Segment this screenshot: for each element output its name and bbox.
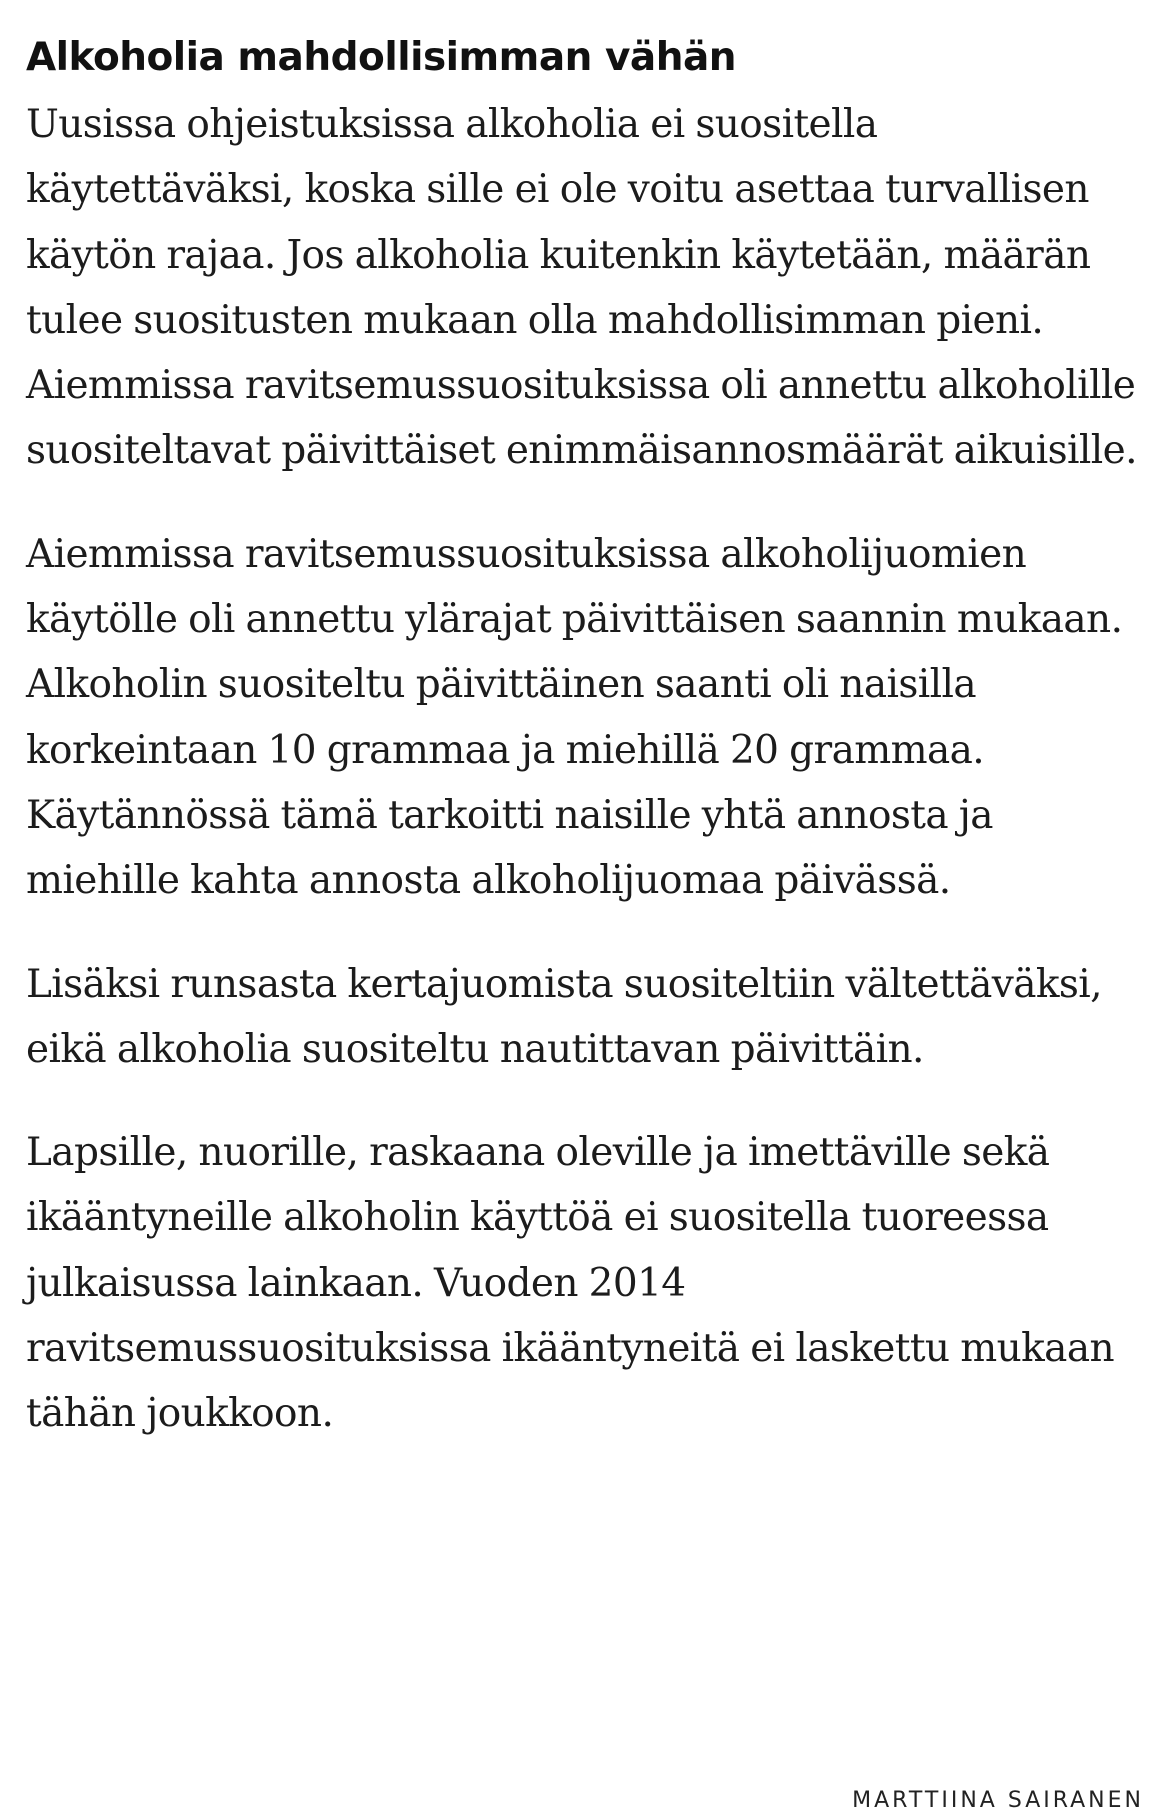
paragraph-2: Aiemmissa ravitsemussuosituksissa alkoholijuomien käytölle oli annettu ylärajat päivittäisen saannin mukaan. Alkoholin suositeltu päivittäinen saanti oli naisilla korkeintaan 10 grammaa ja miehillä 20 grammaa. Käytännössä tämä tarkoitti naisille yhtä annosta ja miehille kahta annosta alkoholijuomaa päivässä. [26,531,1123,904]
section-heading: Alkoholia mahdollisimman vähän [26,35,737,80]
photo-credit: MARTTIINA SAIRANEN [852,1788,1144,1813]
article-body [26,30,1146,1485]
paragraph-4: Lapsille, nuorille, raskaana oleville ja imettäville sekä ikääntyneille alkoholin käyttöä ei suositella tuoreessa julkaisussa lainkaan. Vuoden 2014 ravitsemussuosituksissa ikääntyneitä ei laskettu mukaan tähän joukkoon. [26,1130,1115,1437]
paragraph-3: Lisäksi runsasta kertajuomista suositeltiin vältettäväksi, eikä alkoholia suositeltu nautittavan päivittäin. [26,961,1102,1072]
paragraph-1: Uusissa ohjeistuksissa alkoholia ei suositella käytettäväksi, koska sille ei ole voitu asettaa turvallisen käytön rajaa. Jos alkoholia kuitenkin käytetään, määrän tulee suositusten mukaan olla mahdollisimman pieni. Aiemmissa ravitsemussuosituksissa oli annettu alkoholille suositeltavat päivittäiset enimmäisannosmäärät aikuisille. [26,102,1137,474]
